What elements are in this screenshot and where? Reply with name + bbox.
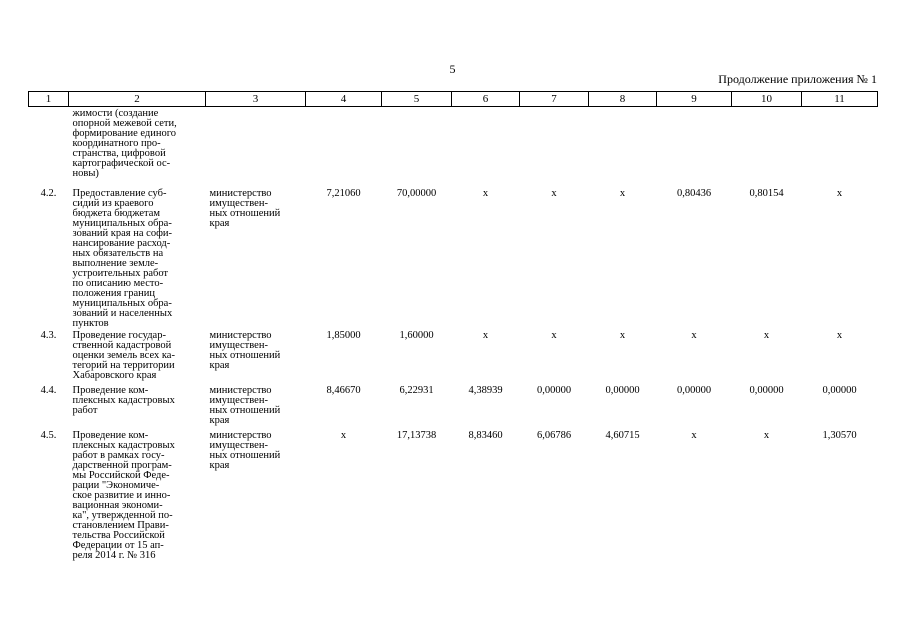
value-col-6: х	[482, 330, 489, 341]
column-header-2: 2	[69, 92, 206, 107]
row-number: 4.4.	[40, 385, 57, 396]
table-row	[29, 189, 878, 331]
activity-name	[69, 107, 206, 190]
value-col-5: 6,22931	[399, 385, 434, 396]
executor-text: министерство имуществен- ных отношений края	[209, 430, 281, 471]
value-col-5: 17,13738	[396, 430, 437, 441]
value-col-9: х	[691, 430, 697, 441]
value-col-4: 7,21060	[326, 188, 361, 199]
page-number: 5	[449, 62, 456, 76]
activity-name-text: Предоставление суб- сидий из краевого бюджета бюджетам муниципальных обра- зований края на софи- нансирование расход- ных обязательств на выполнение земле- устроительных работ по описанию место- положения границ муниципальных обра- зований и населенных пунктов	[72, 188, 173, 329]
executor-text: министерство имуществен- ных отношений края	[209, 385, 281, 426]
column-header-7: 7	[520, 92, 589, 107]
value-col-11: 0,00000	[822, 385, 857, 396]
table-row	[29, 386, 878, 431]
column-header-10: 10	[732, 92, 802, 107]
value-col-4: х	[340, 430, 347, 441]
activity-name-text: жимости (создание опорной межевой сети, формирование единого координатного про- странства, цифровой картографической ос- новы)	[72, 108, 177, 179]
value-col-8: 0,00000	[605, 385, 640, 396]
value-col-4: 1,85000	[326, 330, 361, 341]
value-col-10: 0,00000	[749, 385, 784, 396]
row-number: 4.3.	[40, 330, 57, 341]
value-col-8: х	[619, 330, 626, 341]
value-col-9: 0,80436	[676, 188, 712, 199]
program-activities-table	[28, 91, 878, 561]
column-header-6: 6	[452, 92, 520, 107]
value-col-6: 4,38939	[468, 385, 503, 396]
table-row	[29, 431, 878, 561]
row-number	[29, 107, 69, 190]
value-col-10: х	[763, 430, 770, 441]
executor	[206, 331, 306, 386]
column-header-4: 4	[306, 92, 382, 107]
column-header-1: 1	[29, 92, 69, 107]
column-header-8: 8	[589, 92, 657, 107]
value-col-11: х	[836, 330, 843, 341]
row-number: 4.5.	[40, 430, 57, 441]
value-col-7: х	[551, 188, 557, 199]
value-col-8: х	[619, 188, 626, 199]
executor-text: министерство имуществен- ных отношений края	[209, 330, 281, 371]
value-col-7: х	[551, 330, 557, 341]
activity-name	[69, 431, 206, 561]
column-header-11: 11	[802, 92, 878, 107]
executor	[206, 189, 306, 331]
value-col-4: 8,46670	[326, 385, 361, 396]
activity-name	[69, 386, 206, 431]
value-col-10: 0,80154	[749, 188, 784, 199]
value-col-5: 1,60000	[399, 330, 434, 341]
activity-name	[69, 189, 206, 331]
value-col-11: 1,30570	[822, 430, 857, 441]
value-col-10: х	[763, 330, 770, 341]
value-col-11: х	[836, 188, 843, 199]
value-col-7: 6,06786	[536, 430, 572, 441]
value-col-8: 4,60715	[605, 430, 640, 441]
value-col-9: х	[691, 330, 697, 341]
column-header-5: 5	[382, 92, 452, 107]
executor	[206, 386, 306, 431]
value-col-9: 0,00000	[676, 385, 712, 396]
table-row	[29, 331, 878, 386]
column-header-3: 3	[206, 92, 306, 107]
value-col-7: 0,00000	[536, 385, 572, 396]
table-header-row	[29, 92, 878, 107]
activity-name-text: Проведение государ- ственной кадастровой оценки земель всех ка- тегорий на территории Хабаровского края	[72, 330, 175, 381]
executor	[206, 431, 306, 561]
appendix-continuation-note: Продолжение приложения № 1	[718, 72, 877, 86]
value-col-6: х	[482, 188, 489, 199]
value-col-5: 70,00000	[396, 188, 437, 199]
activity-name-text: Проведение ком- плексных кадастровых работ	[72, 385, 175, 416]
value-col-6: 8,83460	[468, 430, 503, 441]
activity-name	[69, 331, 206, 386]
activity-name-text: Проведение ком- плексных кадастровых работ в рамках госу- дарственной програм- мы Российской Феде- рации "Экономиче- ское развитие и инно- вационная экономи- ка", утвержденной по- становлением Прави- тельства Российской Федерации от 15 ап- реля 2014 г. № 316	[72, 430, 175, 561]
table-row-continuation	[29, 107, 878, 190]
executor-text: министерство имуществен- ных отношений края	[209, 188, 281, 229]
row-number: 4.2.	[40, 188, 57, 199]
column-header-9: 9	[657, 92, 732, 107]
